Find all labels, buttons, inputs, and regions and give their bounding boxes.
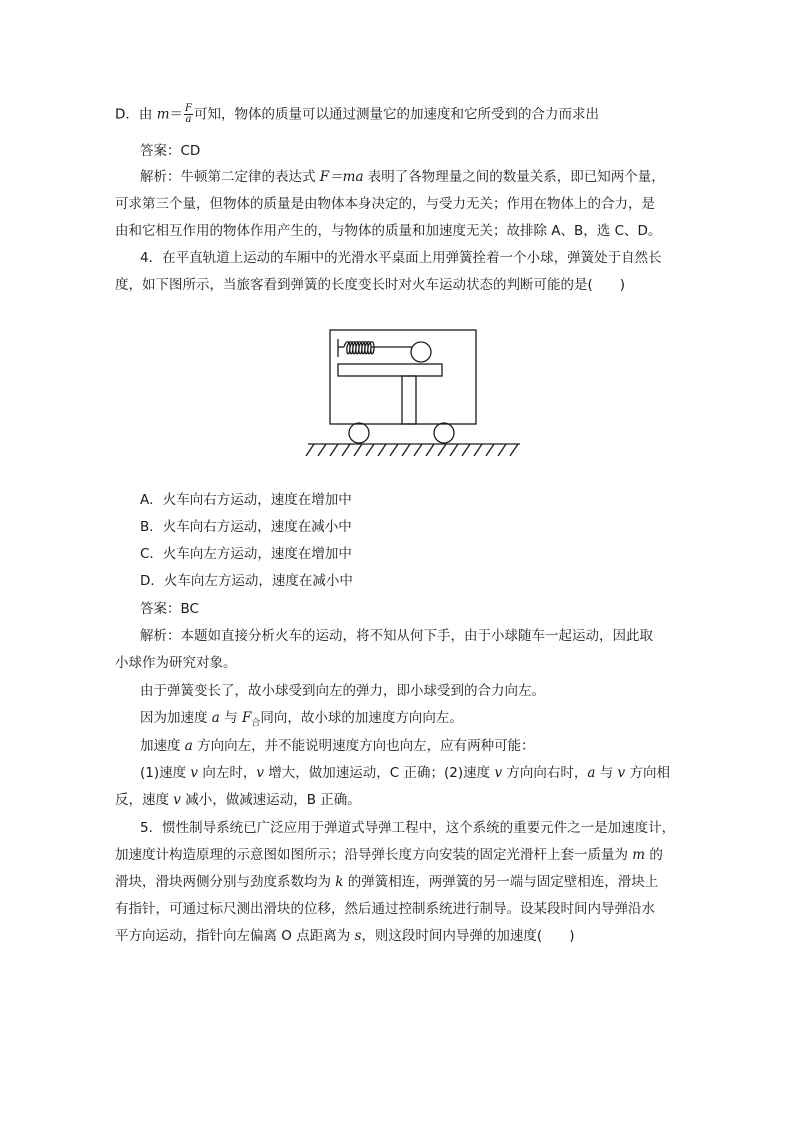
q4-option-c: C．火车向左方运动，速度在增加中 <box>140 546 352 562</box>
q3-analysis-line-2: 可求第三个量，但物体的质量是由物体本身决定的，与受力无关；作用在物体上的合力，是 <box>115 196 655 212</box>
train-car-body <box>330 330 476 424</box>
q4-stem-line-2: 度，如下图所示，当旅客看到弹簧的长度变长时对火车运动状态的判断可能的是( ) <box>115 277 626 293</box>
q3-analysis-line-3: 由和它相互作用的物体作用产生的，与物体的质量和加速度无关；故排除 A、B，选 C、D。 <box>115 223 662 239</box>
spring <box>344 342 412 354</box>
ball <box>411 342 431 362</box>
q3-answer: 答案：CD <box>140 143 201 159</box>
q5-stem-line-2: 加速度计构造原理的示意图如图所示；沿导弹长度方向安装的固定光滑杆上套一质量为 m 的 <box>115 847 663 863</box>
table-leg <box>402 376 416 424</box>
ground-hatching <box>306 444 518 456</box>
q5-stem-line-5: 平方向运动，指针向左偏离 O 点距离为 s，则这段时间内导弹的加速度( ) <box>115 928 575 944</box>
q4-analysis-line-1: 解析：本题如直接分析火车的运动，将不知从何下手，由于小球随车一起运动，因此取 <box>140 628 653 644</box>
wheel-left <box>349 423 369 443</box>
q4-option-b: B．火车向右方运动，速度在减小中 <box>140 519 352 535</box>
q4-analysis-line-6: (1)速度 v 向左时，v 增大，做加速运动，C 正确；(2)速度 v 方向向右时，a 与 v 方向相 <box>140 765 670 781</box>
q4-option-a: A．火车向右方运动，速度在增加中 <box>140 492 352 508</box>
q3-analysis-line-1: 解析：牛顿第二定律的表达式 F＝ma 表明了各物理量之间的数量关系，即已知两个量， <box>140 169 665 185</box>
fraction-f-over-a: $\frac{F}{a}$ <box>185 103 192 125</box>
q3-option-d: D．由 m＝ $\frac{F}{a}$ 可知，物体的质量可以通过测量它的加速度和它所受到的合力而求出 <box>115 103 599 125</box>
q5-stem-line-4: 有指针，可通过标尺测出滑块的位移，然后通过控制系统进行制导。设某段时间内导弹沿水 <box>115 901 655 917</box>
q4-analysis-line-4: 因为加速度 a 与 $F_合$同向，故小球的加速度方向向左。 <box>140 710 463 729</box>
q4-analysis-line-7: 反，速度 v 减小，做减速运动，B 正确。 <box>115 792 361 808</box>
q4-answer: 答案：BC <box>140 601 199 617</box>
q4-stem-line-1: 4．在平直轨道上运动的车厢中的光滑水平桌面上用弹簧拴着一个小球，弹簧处于自然长 <box>140 250 662 266</box>
train-spring-figure <box>300 325 530 460</box>
q5-stem-line-1: 5．惯性制导系统已广泛应用于弹道式导弹工程中，这个系统的重要元件之一是加速度计， <box>140 820 676 836</box>
q4-option-d: D．火车向左方运动，速度在减小中 <box>140 573 353 589</box>
q4-analysis-line-5: 加速度 a 方向向左，并不能说明速度方向也向左，应有两种可能： <box>140 738 535 754</box>
var-m: m <box>156 106 170 123</box>
table-top <box>338 364 442 376</box>
q4-analysis-line-3: 由于弹簧变长了，故小球受到向左的弹力，即小球受到的合力向左。 <box>140 683 545 699</box>
q4-analysis-line-2: 小球作为研究对象。 <box>115 655 237 671</box>
q5-stem-line-3: 滑块，滑块两侧分别与劲度系数均为 k 的弹簧相连，两弹簧的另一端与固定壁相连，滑块上 <box>115 874 659 890</box>
wheel-right <box>434 423 454 443</box>
